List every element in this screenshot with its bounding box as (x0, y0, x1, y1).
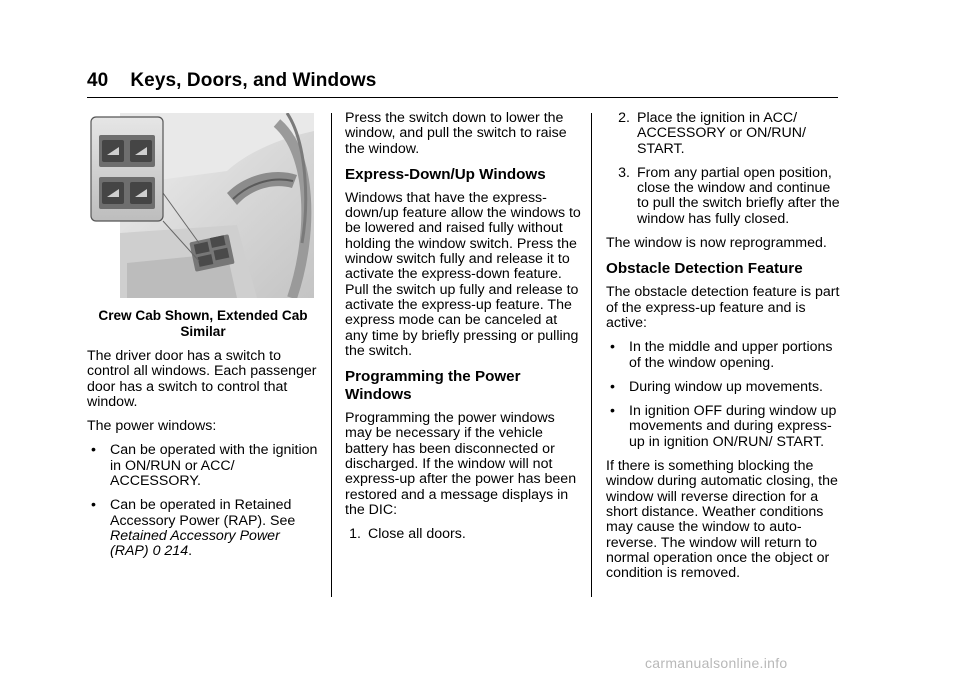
list-item-end: . (188, 543, 193, 560)
step-text: Place the ignition in ACC/ ACCESSORY or ON/RUN/ START. (637, 110, 806, 157)
page-header (87, 70, 376, 92)
figure-caption: Crew Cab Shown, Extended Cab Similar (98, 308, 308, 339)
paragraph: Press the switch down to lower the window, and pull the switch to raise the window. (345, 110, 567, 157)
cross-reference-link[interactable]: Retained Accessory Power (RAP) (110, 527, 280, 560)
column-1 (87, 113, 319, 569)
section-heading: Obstacle Detection Feature (606, 260, 803, 278)
numbered-step (606, 111, 842, 157)
step-number: 1. (349, 526, 361, 543)
list-item (606, 404, 842, 450)
list-item (87, 443, 319, 489)
bullet-marker: • (610, 403, 615, 420)
paragraph: Windows that have the express-down/up feature allow the windows to be lowered and raised fully without holding the window switch. Press the window switch fully and release it to activate the express-down feature. Pull the switch up fully and release to activate the express-up feature. The express mode can be canceled at any time by briefly pressing or pulling the switch. (345, 189, 581, 359)
step-text: Close all doors. (368, 526, 466, 543)
column-divider (591, 113, 592, 597)
list-item-text: Can be operated with the ignition in ON/RUN or ACC/ ACCESSORY. (110, 442, 318, 490)
column-2 (345, 111, 581, 552)
list-item-text: In the middle and upper portions of the window opening. (629, 339, 833, 371)
step-number: 2. (618, 110, 630, 126)
numbered-step (337, 527, 581, 542)
paragraph: The window is now reprogrammed. (606, 235, 827, 252)
section-heading: Programming the Power Windows (345, 368, 521, 404)
paragraph: The obstacle detection feature is part of the express-up feature and is active: (606, 284, 840, 331)
header-rule (87, 97, 838, 98)
cross-reference-page[interactable]: 214 (164, 543, 189, 560)
watermark: carmanualsonline.info (645, 655, 788, 671)
bullet-marker: • (610, 378, 615, 395)
list-item-text-part: Can be operated in Retained Accessory Power (RAP). See (110, 497, 296, 529)
paragraph: The driver door has a switch to control all windows. Each passenger door has a switch to control that window. (87, 348, 317, 410)
numbered-step (606, 166, 842, 227)
section-heading: Express-Down/Up Windows (345, 165, 546, 183)
page-arrow-icon: 0 (152, 543, 161, 560)
paragraph: The power windows: (87, 418, 217, 435)
step-text: From any partial open position, close the window and continue to pull the switch briefly after the window has fully closed. (637, 164, 840, 227)
paragraph: If there is something blocking the window during automatic closing, the window will reverse direction for a short distance. Weather conditions may cause the window to auto-reverse. The window will return to normal operation once the object or condition is removed. (606, 458, 838, 582)
list-item (606, 340, 842, 371)
list-item-text (110, 498, 319, 559)
bullet-marker: • (610, 339, 615, 356)
section-title: Keys, Doors, and Windows (130, 70, 377, 91)
step-number: 3. (618, 164, 630, 181)
paragraph: Programming the power windows may be necessary if the vehicle battery has been disconnected or discharged. If the window will not express-up after the power has been restored and a message displays in the DIC: (345, 410, 577, 518)
bullet-marker: • (91, 497, 96, 514)
list-item (606, 380, 842, 395)
column-divider (331, 113, 332, 597)
bullet-marker: • (91, 442, 96, 459)
list-item (87, 498, 319, 559)
column-3 (606, 111, 842, 590)
page-number: 40 (87, 70, 109, 91)
window-switch-illustration (87, 113, 314, 298)
list-item-text: During window up movements. (629, 378, 823, 395)
list-item-text: In ignition OFF during window up movements and during express-up in ignition ON/RUN/ START. (629, 403, 837, 450)
